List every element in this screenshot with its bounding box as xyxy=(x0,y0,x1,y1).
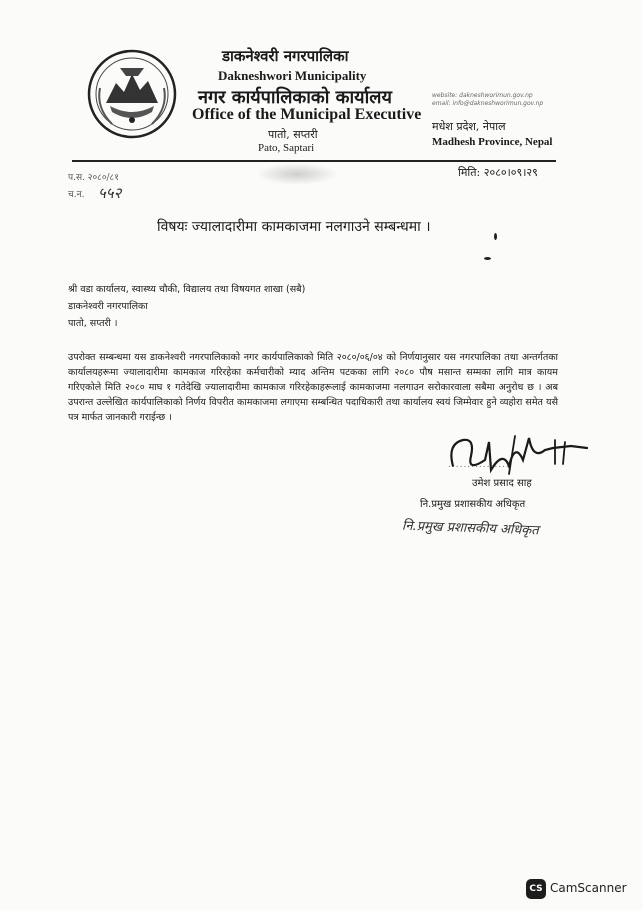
signer-title: नि.प्रमुख प्रशासकीय अधिकृत xyxy=(420,499,526,510)
letter-body: उपरोक्त सम्बन्धमा यस डाकनेश्वरी नगरपालिकाको नगर कार्यपालिकाको मिति २०८०/०६/०४ को निर्णयानुसार यस नगरपालिका तथा अन्तर्गतका कार्यालयहरूमा ज्यालादारीमा कामकाज गरिरहेका कर्मचारीको म्याद अन्तिम पटकका लागि २०८० पौष मसान्त सम्मका लागि मात्र कायम गरिएकोले मिति २०८० माघ १ गतेदेखि ज्यालादारीमा कामकाज गरिरहेकाहरूलाई कामकाजमा नलगाउन सरोकारवाला सबैमा अनुरोध छ । अब उपरान्त उल्लेखित कार्यपालिकाको निर्णय विपरीत कामकाजमा लगाएमा सम्बन्धित पदाधिकारी तथा कार्यालय स्वयं जिम्मेवार हुने व्यहोरा समेत यसै पत्र मार्फत जानकारी गराईन्छ । xyxy=(68,352,558,423)
header-divider xyxy=(72,160,556,162)
letter-subject: विषयः ज्यालादारीमा कामकाजमा नलगाउने सम्बन्धमा । xyxy=(157,219,431,235)
stamp-smudge xyxy=(256,163,338,185)
nepal-emblem-icon xyxy=(86,48,178,140)
patra-sankhya: प.स. २०८०/८१ xyxy=(68,173,119,183)
camscanner-watermark: CamScanner xyxy=(550,881,627,895)
signature-line: ................ xyxy=(448,460,510,470)
province-nepali: मधेश प्रदेश, नेपाल xyxy=(432,120,506,133)
website-text: website: dakneshworimun.gov.np xyxy=(432,92,533,99)
scan-speck xyxy=(494,233,497,240)
office-name-nepali: नगर कार्यपालिकाको कार्यालय xyxy=(198,87,392,108)
recipient-line: पातो, सप्तरी । xyxy=(68,318,118,329)
email-text: email: info@dakneshworimun.gov.np xyxy=(432,100,544,107)
municipality-name-english: Dakneshwori Municipality xyxy=(218,68,367,83)
letter-date: मिति: २०८०।०९।२९ xyxy=(458,166,538,179)
scan-speck xyxy=(484,257,491,260)
chalani-number: ५५२ xyxy=(98,184,122,202)
chalani-label: च.न. xyxy=(68,190,85,200)
office-name-english: Office of the Municipal Executive xyxy=(192,106,422,123)
place-nepali: पातो, सप्तरी xyxy=(268,128,318,141)
camscanner-logo-icon: CS xyxy=(526,879,546,899)
place-english: Pato, Saptari xyxy=(258,142,315,154)
contact-block xyxy=(432,92,543,108)
municipality-name-nepali: डाकनेश्वरी नगरपालिका xyxy=(222,47,349,65)
recipient-line: श्री वडा कार्यालय, स्वास्थ्य चौकी, विद्यालय तथा विषयगत शाखा (सबै) xyxy=(68,284,306,295)
recipient-line: डाकनेश्वरी नगरपालिका xyxy=(68,301,148,312)
signer-name: उमेश प्रसाद साह xyxy=(472,478,532,489)
province-english: Madhesh Province, Nepal xyxy=(432,136,553,148)
handwritten-title: नि.प्रमुख प्रशासकीय अधिकृत xyxy=(401,518,539,539)
